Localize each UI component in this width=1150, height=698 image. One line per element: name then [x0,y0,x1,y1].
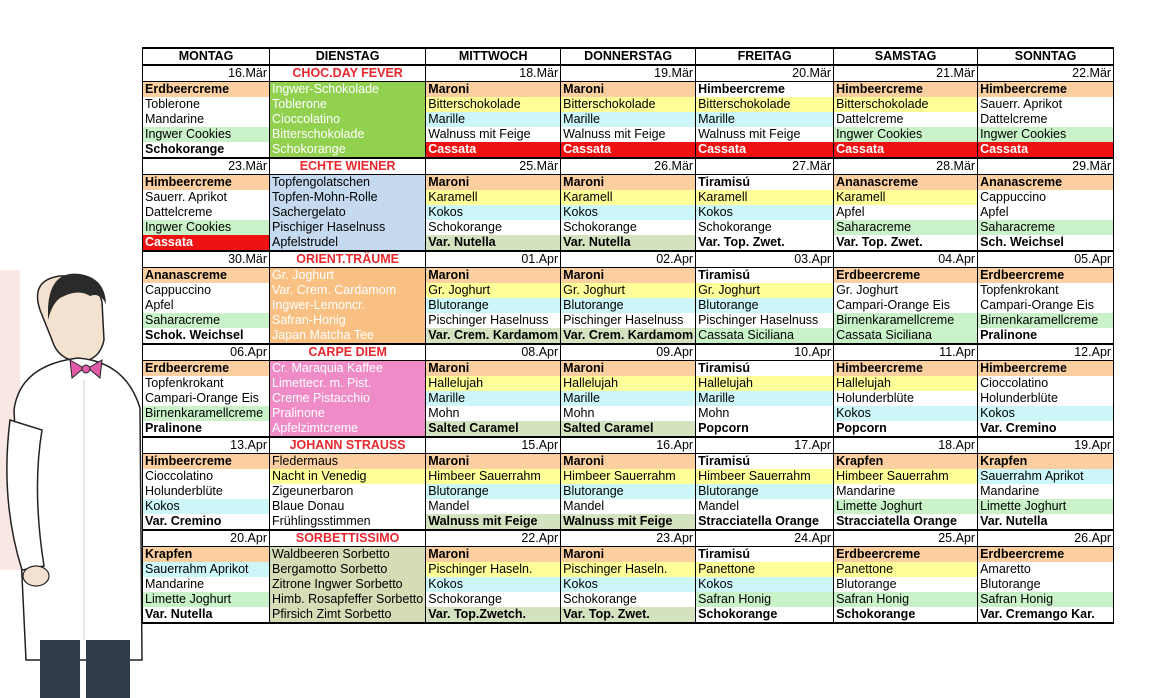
flavor-cell: Maroni [426,547,561,563]
flavor-row [143,592,1114,607]
flavor-cell: Mandarine [143,577,270,592]
theme-title: ORIENT.TRÄUME [270,251,426,268]
flavor-row [143,391,1114,406]
flavor-cell: Karamell [834,190,978,205]
flavor-cell: Limettecr. m. Pist. [270,376,426,391]
date-cell: 15.Apr [426,437,561,454]
date-cell: 10.Apr [696,344,834,361]
flavor-row [143,127,1114,142]
flavor-cell: Himbeercreme [978,361,1114,377]
flavor-cell: Sauerrahm Aprikot [978,469,1114,484]
flavor-cell: Dattelcreme [978,112,1114,127]
flavor-cell: Pischinger Haseln. [561,562,696,577]
flavor-cell: Ingwer Cookies [834,127,978,142]
flavor-cell: Maroni [561,175,696,191]
flavor-cell: Marille [426,112,561,127]
flavor-row [143,328,1114,344]
flavor-cell: Mandel [696,499,834,514]
flavor-cell: Kokos [834,406,978,421]
date-cell: 13.Apr [143,437,270,454]
flavor-cell: Var. Cremino [143,514,270,530]
flavor-cell: Mandel [561,499,696,514]
flavor-cell: Karamell [561,190,696,205]
flavor-cell: Limette Joghurt [143,592,270,607]
flavor-cell: Erdbeercreme [834,547,978,563]
flavor-cell: Schokorange [426,220,561,235]
flavor-cell: Apfelstrudel [270,235,426,251]
flavor-cell: Panettone [834,562,978,577]
flavor-cell: Karamell [696,190,834,205]
flavor-cell: Blutorange [834,577,978,592]
flavor-cell: Maroni [561,454,696,470]
flavor-row [143,190,1114,205]
date-cell: 02.Apr [561,251,696,268]
flavor-cell: Toblerone [143,97,270,112]
flavor-cell: Marille [426,391,561,406]
flavor-row [143,361,1114,377]
flavor-cell: Himbeercreme [696,82,834,98]
date-row [143,344,1114,361]
flavor-cell: Schokorange [561,220,696,235]
date-cell: 21.Mär [834,65,978,82]
flavor-cell: Apfel [143,298,270,313]
flavor-cell: Kokos [696,577,834,592]
date-cell: 12.Apr [978,344,1114,361]
flavor-cell: Pischinger Haseln. [426,562,561,577]
flavor-cell: Hallelujah [696,376,834,391]
flavor-cell: Himbeercreme [834,82,978,98]
flavor-cell: Cr. Maraquia Kaffee [270,361,426,377]
flavor-cell: Campari-Orange Eis [834,298,978,313]
date-row [143,158,1114,175]
flavor-cell: Bitterschokolade [561,97,696,112]
flavor-cell: Mandel [426,499,561,514]
flavor-cell: Schokorange [696,220,834,235]
flavor-cell: Pischinger Haselnuss [696,313,834,328]
flavor-cell: Cioccolatino [143,469,270,484]
flavor-cell: Pischiger Haselnuss [270,220,426,235]
date-cell: 26.Mär [561,158,696,175]
flavor-cell: Var. Top. Zwet. [834,235,978,251]
flavor-cell: Stracciatella Orange [834,514,978,530]
flavor-cell: Schokorange [696,607,834,623]
flavor-cell: Blutorange [696,298,834,313]
date-cell: 20.Mär [696,65,834,82]
flavor-cell: Birnenkaramellcreme [143,406,270,421]
flavor-cell: Cappuccino [143,283,270,298]
date-cell: 08.Apr [426,344,561,361]
date-row [143,530,1114,547]
flavor-cell: Apfel [834,205,978,220]
flavor-cell: Bergamotto Sorbetto [270,562,426,577]
flavor-cell: Blaue Donau [270,499,426,514]
flavor-cell: Kokos [978,406,1114,421]
date-cell: 09.Apr [561,344,696,361]
flavor-cell: Zigeunerbaron [270,484,426,499]
flavor-cell: Mandarine [143,112,270,127]
flavor-cell: Mohn [426,406,561,421]
flavor-cell: Limette Joghurt [978,499,1114,514]
flavor-cell: Himbeer Sauerrahm [834,469,978,484]
flavor-cell: Himbeercreme [978,82,1114,98]
date-cell: 16.Mär [143,65,270,82]
flavor-cell: Maroni [561,361,696,377]
flavor-row [143,283,1114,298]
flavor-cell: Marille [696,391,834,406]
flavor-row [143,376,1114,391]
flavor-cell: Waldbeeren Sorbetto [270,547,426,563]
date-cell: 19.Mär [561,65,696,82]
flavor-cell: Safran Honig [696,592,834,607]
flavor-row [143,97,1114,112]
flavor-cell: Mandarine [834,484,978,499]
flavor-cell: Bitterschokolade [270,127,426,142]
flavor-cell: Tiramisú [696,454,834,470]
date-cell: 22.Mär [978,65,1114,82]
flavor-cell: Topfenkrokant [143,376,270,391]
weekday-header: FREITAG [696,48,834,65]
flavor-cell: Ananascreme [978,175,1114,191]
date-cell: 29.Mär [978,158,1114,175]
flavor-row [143,205,1114,220]
flavor-cell: Cassata [834,142,978,158]
flavor-cell: Blutorange [978,577,1114,592]
flavor-cell: Japan Matcha Tee [270,328,426,344]
date-cell: 20.Apr [143,530,270,547]
flavor-row [143,82,1114,98]
flavor-cell: Marille [696,112,834,127]
flavor-cell: Var. Crem. Cardamom [270,283,426,298]
theme-title: JOHANN STRAUSS [270,437,426,454]
flavor-cell: Ananascreme [143,268,270,284]
flavor-row [143,112,1114,127]
flavor-cell: Krapfen [978,454,1114,470]
flavor-cell: Blutorange [561,298,696,313]
date-cell: 22.Apr [426,530,561,547]
flavor-cell: Maroni [426,361,561,377]
flavor-cell: Dattelcreme [834,112,978,127]
flavor-cell: Panettone [696,562,834,577]
date-cell: 11.Apr [834,344,978,361]
date-cell: 23.Mär [143,158,270,175]
flavor-row [143,142,1114,158]
flavor-cell: Himbeer Sauerrahm [696,469,834,484]
date-cell: 18.Apr [834,437,978,454]
flavor-cell: Kokos [561,205,696,220]
flavor-cell: Salted Caramel [561,421,696,437]
date-cell: 23.Apr [561,530,696,547]
flavor-cell: Topfen-Mohn-Rolle [270,190,426,205]
flavor-cell: Erdbeercreme [143,82,270,98]
flavor-cell: Himbeercreme [143,454,270,470]
flavor-cell: Himbeer Sauerrahm [426,469,561,484]
flavor-cell: Cioccolatino [978,376,1114,391]
date-cell: 26.Apr [978,530,1114,547]
flavor-cell: Dattelcreme [143,205,270,220]
flavor-cell: Pralinone [270,406,426,421]
flavor-cell: Ingwer Cookies [143,127,270,142]
flavor-cell: Pralinone [978,328,1114,344]
weekday-header: MITTWOCH [426,48,561,65]
date-row [143,65,1114,82]
flavor-cell: Maroni [426,268,561,284]
date-cell: 16.Apr [561,437,696,454]
date-cell: 25.Apr [834,530,978,547]
flavor-cell: Popcorn [834,421,978,437]
flavor-row [143,514,1114,530]
theme-title: CARPE DIEM [270,344,426,361]
flavor-cell: Blutorange [561,484,696,499]
flavor-cell: Sachergelato [270,205,426,220]
flavor-cell: Walnuss mit Feige [561,514,696,530]
flavor-cell: Kokos [561,577,696,592]
flavor-cell: Birnenkaramellcreme [834,313,978,328]
flavor-row [143,547,1114,563]
flavor-cell: Safran Honig [978,592,1114,607]
flavor-cell: Bitterschokolade [696,97,834,112]
flavor-cell: Saharacreme [143,313,270,328]
flavor-row [143,406,1114,421]
date-cell: 17.Apr [696,437,834,454]
flavor-cell: Blutorange [696,484,834,499]
flavor-cell: Mandarine [978,484,1114,499]
flavor-cell: Salted Caramel [426,421,561,437]
flavor-cell: Topfenkrokant [978,283,1114,298]
flavor-cell: Var. Top. Zwet. [696,235,834,251]
flavor-row [143,454,1114,470]
flavor-cell: Safran Honig [834,592,978,607]
flavor-cell: Birnenkaramellcreme [978,313,1114,328]
flavor-cell: Maroni [426,454,561,470]
flavor-cell: Popcorn [696,421,834,437]
theme-title: SORBETTISSIMO [270,530,426,547]
flavor-cell: Schokorange [834,607,978,623]
flavor-cell: Erdbeercreme [978,268,1114,284]
calendar-body [143,65,1114,623]
flavor-cell: Blutorange [426,298,561,313]
flavor-cell: Tiramisú [696,268,834,284]
flavor-cell: Var. Top. Zwet. [561,607,696,623]
flavor-cell: Sch. Weichsel [978,235,1114,251]
flavor-cell: Schokorange [143,142,270,158]
flavor-cell: Walnuss mit Feige [561,127,696,142]
flavor-cell: Schokorange [270,142,426,158]
flavor-cell: Ingwer-Schokolade [270,82,426,98]
flavor-cell: Cioccolatino [270,112,426,127]
flavor-cell: Saharacreme [834,220,978,235]
weekday-header: SAMSTAG [834,48,978,65]
flavor-cell: Sauerr. Aprikot [978,97,1114,112]
flavor-cell: Apfelzimtcreme [270,421,426,437]
flavor-cell: Cassata [561,142,696,158]
flavor-cell: Frühlingsstimmen [270,514,426,530]
flavor-cell: Topfengolatschen [270,175,426,191]
flavor-cell: Var. Cremango Kar. [978,607,1114,623]
flavor-cell: Himbeercreme [143,175,270,191]
flavor-cell: Maroni [561,547,696,563]
flavor-cell: Karamell [426,190,561,205]
flavor-cell: Krapfen [143,547,270,563]
date-cell: 25.Mär [426,158,561,175]
weekday-header: DIENSTAG [270,48,426,65]
theme-title: CHOC.DAY FEVER [270,65,426,82]
flavor-cell: Himbeercreme [834,361,978,377]
date-cell: 01.Apr [426,251,561,268]
flavor-row [143,484,1114,499]
weekday-header: DONNERSTAG [561,48,696,65]
flavor-cell: Cappuccino [978,190,1114,205]
flavor-cell: Kokos [696,205,834,220]
date-cell: 03.Apr [696,251,834,268]
flavor-cell: Erdbeercreme [978,547,1114,563]
flavor-cell: Limette Joghurt [834,499,978,514]
flavor-cell: Maroni [426,175,561,191]
flavor-cell: Var. Crem. Kardamom [426,328,561,344]
date-row [143,251,1114,268]
date-cell: 06.Apr [143,344,270,361]
flavor-cell: Saharacreme [978,220,1114,235]
flavor-cell: Campari-Orange Eis [978,298,1114,313]
flavor-cell: Walnuss mit Feige [426,127,561,142]
date-cell: 24.Apr [696,530,834,547]
calendar-table [142,47,1114,624]
flavor-cell: Schokorange [426,592,561,607]
flavor-cell: Mohn [561,406,696,421]
flavor-cell: Campari-Orange Eis [143,391,270,406]
flavor-cell: Ananascreme [834,175,978,191]
flavor-cell: Gr. Joghurt [270,268,426,284]
weekday-header: SONNTAG [978,48,1114,65]
flavor-row [143,469,1114,484]
flavor-cell: Sauerrahm Aprikot [143,562,270,577]
flavor-cell: Holunderblüte [834,391,978,406]
flavor-cell: Himb. Rosapfeffer Sorbetto [270,592,426,607]
flavor-cell: Pfirsich Zimt Sorbetto [270,607,426,623]
flavor-cell: Erdbeercreme [143,361,270,377]
flavor-cell: Kokos [426,577,561,592]
flavor-cell: Var. Nutella [143,607,270,623]
date-row [143,437,1114,454]
flavor-row [143,298,1114,313]
flavor-cell: Cassata [978,142,1114,158]
date-cell: 04.Apr [834,251,978,268]
flavor-cell: Hallelujah [426,376,561,391]
flavor-cell: Bitterschokolade [426,97,561,112]
weekday-header-row [143,48,1114,65]
flavor-cell: Creme Pistacchio [270,391,426,406]
flavor-cell: Tiramisú [696,175,834,191]
flavor-row [143,175,1114,191]
flavor-cell: Cassata Siciliana [834,328,978,344]
flavor-cell: Cassata [696,142,834,158]
flavor-cell: Toblerone [270,97,426,112]
date-cell: 30.Mär [143,251,270,268]
flavor-cell: Var. Nutella [978,514,1114,530]
flavor-cell: Schokorange [561,592,696,607]
flavor-cell: Var. Top.Zwetch. [426,607,561,623]
theme-title: ECHTE WIENER [270,158,426,175]
flavor-cell: Kokos [143,499,270,514]
flavor-cell: Apfel [978,205,1114,220]
flavor-cell: Himbeer Sauerrahm [561,469,696,484]
flavor-row [143,421,1114,437]
flavor-cell: Pralinone [143,421,270,437]
flavor-cell: Bitterschokolade [834,97,978,112]
flavor-row [143,313,1114,328]
flavor-cell: Pischinger Haselnuss [426,313,561,328]
flavor-cell: Var. Nutella [561,235,696,251]
flavor-cell: Var. Nutella [426,235,561,251]
flavor-cell: Gr. Joghurt [696,283,834,298]
flavor-cell: Walnuss mit Feige [426,514,561,530]
flavor-cell: Marille [561,112,696,127]
date-cell: 05.Apr [978,251,1114,268]
flavor-cell: Walnuss mit Feige [696,127,834,142]
flavor-cell: Stracciatella Orange [696,514,834,530]
waiter-illustration [0,240,150,698]
flavor-cell: Cassata Siciliana [696,328,834,344]
flavor-cell: Cassata [426,142,561,158]
flavor-row [143,268,1114,284]
flavor-row [143,235,1114,251]
date-cell: 27.Mär [696,158,834,175]
flavor-row [143,562,1114,577]
date-cell: 18.Mär [426,65,561,82]
weekday-header: MONTAG [143,48,270,65]
date-cell: 19.Apr [978,437,1114,454]
flavor-cell: Tiramisú [696,547,834,563]
flavor-cell: Erdbeercreme [834,268,978,284]
flavor-cell: Mohn [696,406,834,421]
flavor-cell: Ingwer-Lemoncr. [270,298,426,313]
flavor-cell: Schok. Weichsel [143,328,270,344]
flavor-cell: Kokos [426,205,561,220]
flavor-cell: Ingwer Cookies [143,220,270,235]
flavor-cell: Maroni [561,82,696,98]
flavor-row [143,607,1114,623]
flavor-cell: Cassata [143,235,270,251]
flavor-cell: Safran-Honig [270,313,426,328]
flavor-cell: Var. Cremino [978,421,1114,437]
flavor-cell: Ingwer Cookies [978,127,1114,142]
flavor-row [143,220,1114,235]
flavor-cell: Gr. Joghurt [426,283,561,298]
flavor-cell: Gr. Joghurt [834,283,978,298]
flavor-cell: Maroni [561,268,696,284]
flavor-cell: Holunderblüte [143,484,270,499]
flavor-cell: Holunderblüte [978,391,1114,406]
flavor-cell: Zitrone Ingwer Sorbetto [270,577,426,592]
flavor-cell: Gr. Joghurt [561,283,696,298]
flavor-cell: Tiramisú [696,361,834,377]
flavor-cell: Fledermaus [270,454,426,470]
flavor-row [143,577,1114,592]
flavor-cell: Blutorange [426,484,561,499]
flavor-cell: Pischinger Haselnuss [561,313,696,328]
flavor-row [143,499,1114,514]
flavor-cell: Amaretto [978,562,1114,577]
flavor-cell: Hallelujah [834,376,978,391]
flavor-cell: Var. Crem. Kardamom [561,328,696,344]
flavor-cell: Marille [561,391,696,406]
flavor-cell: Krapfen [834,454,978,470]
flavor-cell: Nacht in Venedig [270,469,426,484]
flavor-cell: Sauerr. Aprikot [143,190,270,205]
flavor-cell: Maroni [426,82,561,98]
date-cell: 28.Mär [834,158,978,175]
flavor-cell: Hallelujah [561,376,696,391]
